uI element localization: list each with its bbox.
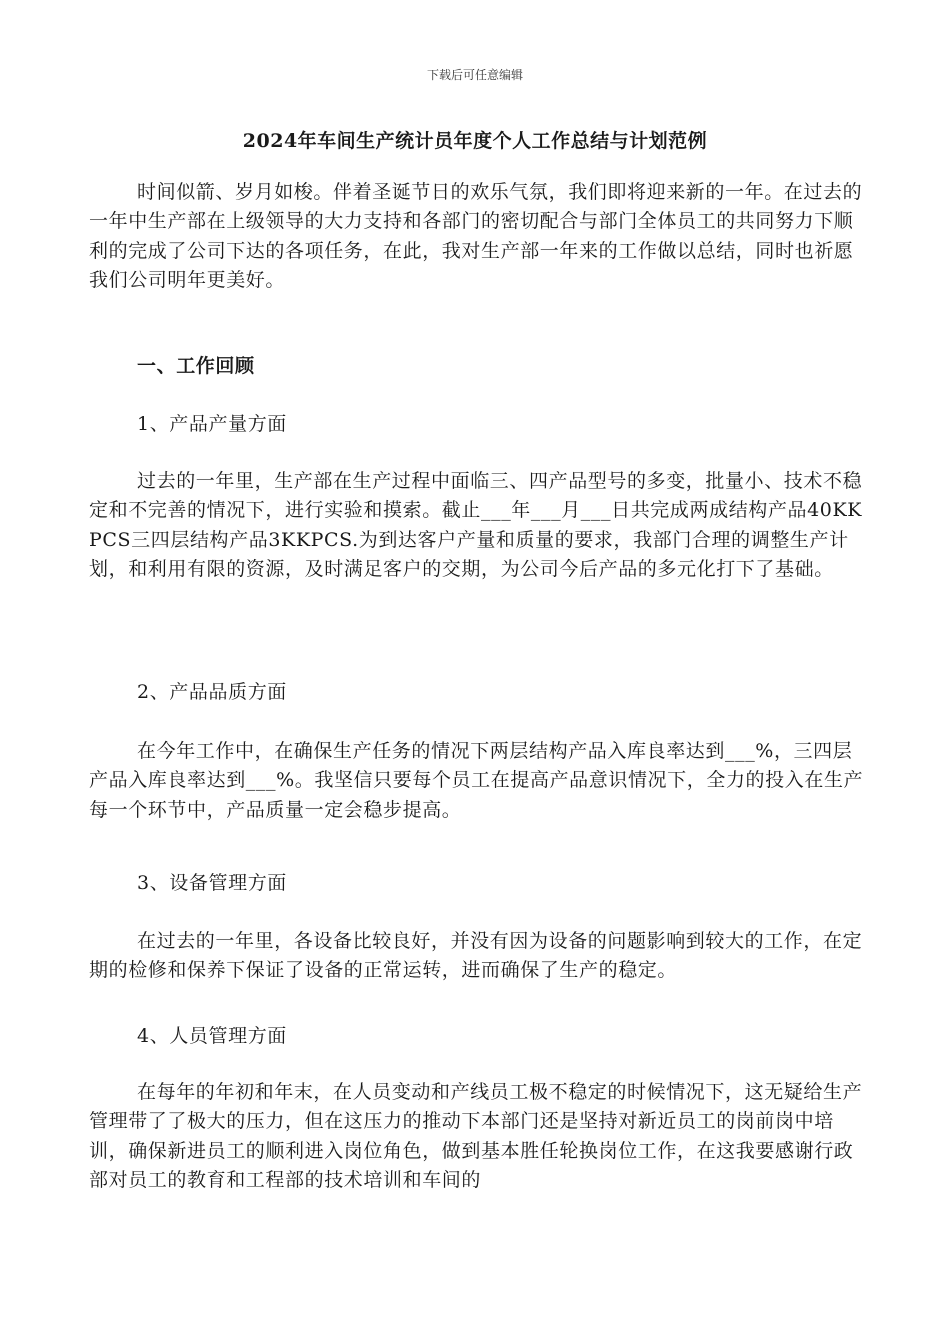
- item-heading-quality: 2、产品品质方面: [137, 681, 287, 703]
- item-heading-output: 1、产品产量方面: [137, 413, 287, 435]
- item-heading-equipment: 3、设备管理方面: [137, 872, 287, 894]
- section-heading-review: 一、工作回顾: [137, 355, 255, 377]
- item-body-personnel: 在每年的年初和年末，在人员变动和产线员工极不稳定的时候情况下，这无疑给生产管理带了了极大的压力，但在这压力的推动下本部门还是坚持对新近员工的岗前岗中培训，确保新进员工的顺利进入岗位角色，做到基本胜任轮换岗位工作，在这我要感谢行政部对员工的教育和工程部的技术培训和车间的: [89, 1081, 863, 1191]
- item-heading-personnel: 4、人员管理方面: [137, 1025, 287, 1047]
- item-body-equipment: 在过去的一年里，各设备比较良好，并没有因为设备的问题影响到较大的工作，在定期的检修和保养下保证了设备的正常运转，进而确保了生产的稳定。: [89, 930, 863, 982]
- document-title: 2024年车间生产统计员年度个人工作总结与计划范例: [242, 130, 708, 152]
- header-note: 下载后可任意编辑: [426, 68, 523, 82]
- intro-paragraph: 时间似箭、岁月如梭。伴着圣诞节日的欢乐气氛，我们即将迎来新的一年。在过去的一年中生产部在上级领导的大力支持和各部门的密切配合与部门全体员工的共同努力下顺利的完成了公司下达的各项任务，在此，我对生产部一年来的工作做以总结，同时也祈愿我们公司明年更美好。: [89, 181, 863, 291]
- item-body-output: 过去的一年里，生产部在生产过程中面临三、四产品型号的多变，批量小、技术不稳定和不完善的情况下，进行实验和摸索。截止___年___月___日共完成两成结构产品40KKPCS三四层结构产品3KKPCS.为到达客户产量和质量的要求，我部门合理的调整生产计划，和利用有限的资源，及时满足客户的交期，为公司今后产品的多元化打下了基础。: [89, 470, 863, 580]
- item-body-quality: 在今年工作中，在确保生产任务的情况下两层结构产品入库良率达到___%，三四层产品入库良率达到___%。我坚信只要每个员工在提高产品意识情况下，全力的投入在生产每一个环节中，产品质量一定会稳步提高。: [89, 740, 864, 821]
